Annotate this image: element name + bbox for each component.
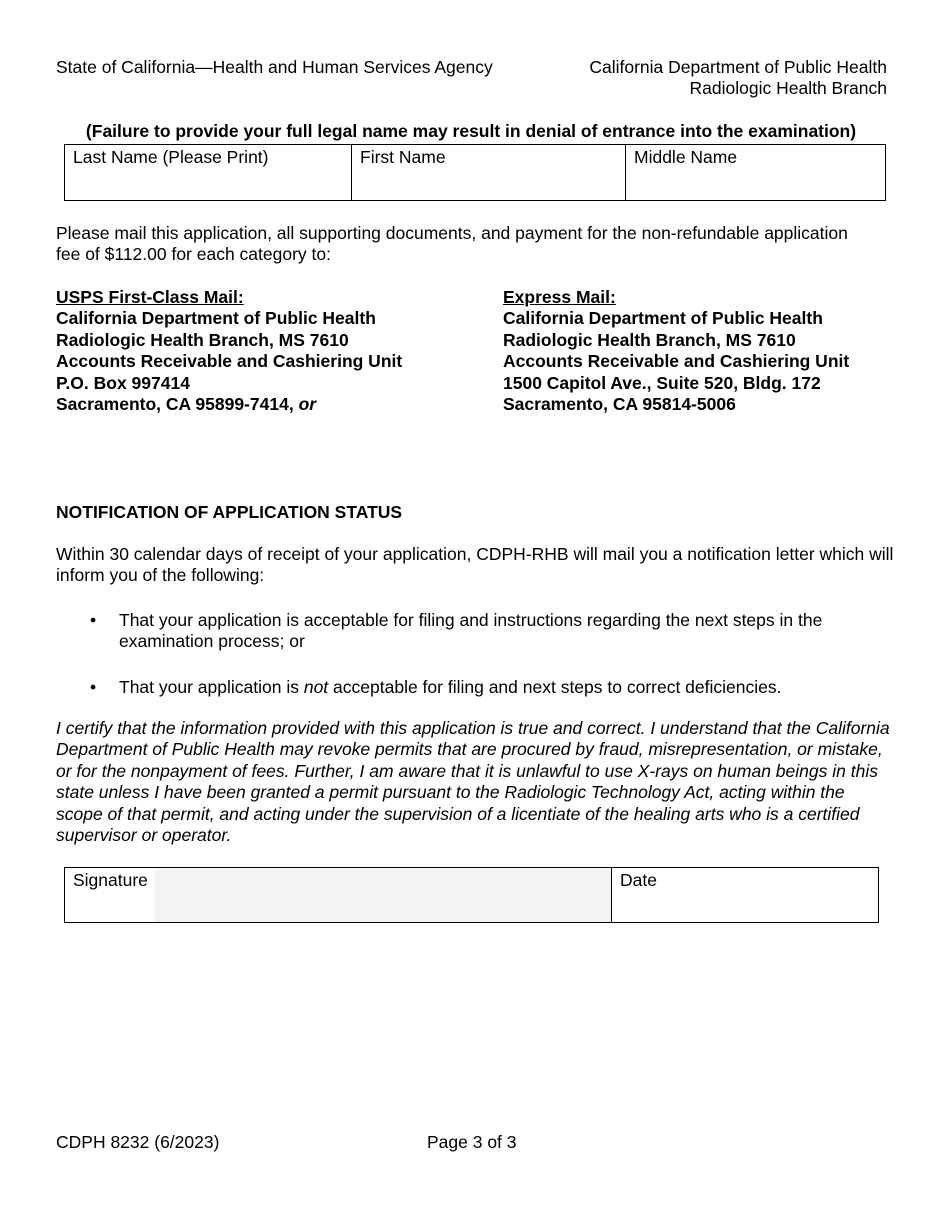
express-line: Radiologic Health Branch, MS 7610 — [503, 329, 796, 350]
bullet-text-pre: That your application is — [119, 676, 299, 697]
usps-line — [56, 394, 402, 415]
bullet-icon: • — [90, 610, 97, 630]
notification-list — [56, 610, 886, 698]
mail-instructions: Please mail this application, all supporting documents, and payment for the non-refundable application fee of $112.00 for each category to: — [56, 223, 848, 265]
signature-cell — [65, 868, 612, 923]
page-number: Page 3 of 3 — [427, 1132, 517, 1152]
usps-heading: USPS First-Class Mail: — [56, 287, 244, 307]
legal-name-warning: (Failure to provide your full legal name may result in denial of entrance into the examination) — [85, 121, 857, 141]
certification-statement: I certify that the information provided with this application is true and correct. I understand that the California Department of Public Health may revoke permits that are procured by fraud, misrepresentation, or mistake, or for the nonpayment of fees. Further, I am aware that it is unlawful to use X-rays on human beings in this state unless I have been granted a permit pursuant to the Radiologic Technology Act, acting within the scope of that permit, and acting under the supervision of a licentiate of the healing arts who is a certified supervisor or operator. — [56, 718, 890, 846]
express-address — [503, 287, 849, 415]
first-name-field[interactable] — [352, 145, 626, 201]
middle-name-label: Middle Name — [634, 147, 738, 167]
name-table — [64, 144, 886, 201]
signature-field[interactable] — [155, 869, 611, 922]
bullet-text: That your application is acceptable for filing and instructions regarding the next steps in the examination process; or — [119, 610, 823, 652]
bullet-icon: • — [90, 676, 97, 697]
bullet-text-post: acceptable for filing and next steps to correct deficiencies. — [333, 676, 782, 697]
first-name-label: First Name — [360, 147, 446, 167]
notification-title: NOTIFICATION OF APPLICATION STATUS — [56, 502, 403, 522]
express-line: Sacramento, CA 95814-5006 — [503, 394, 736, 415]
signature-table — [64, 867, 879, 923]
department-header — [589, 57, 887, 100]
list-item — [56, 610, 886, 653]
usps-line: California Department of Public Health — [56, 308, 376, 329]
usps-line: Accounts Receivable and Cashiering Unit — [56, 351, 403, 372]
usps-line: P.O. Box 997414 — [56, 372, 190, 393]
usps-city: Sacramento, CA 95899-7414, — [56, 394, 294, 415]
bullet-text-emphasis: not — [303, 676, 329, 697]
express-line: California Department of Public Health — [503, 308, 823, 329]
middle-name-field[interactable] — [626, 145, 886, 201]
express-line: Accounts Receivable and Cashiering Unit — [503, 351, 850, 372]
usps-address — [56, 287, 402, 415]
last-name-label: Last Name (Please Print) — [73, 147, 269, 167]
date-field[interactable] — [612, 868, 879, 923]
express-line: 1500 Capitol Ave., Suite 520, Bldg. 172 — [503, 372, 821, 393]
last-name-field[interactable] — [65, 145, 352, 201]
form-id: CDPH 8232 (6/2023) — [56, 1132, 220, 1152]
notification-intro: Within 30 calendar days of receipt of your application, CDPH-RHB will mail you a notification letter which will inform you of the following: — [56, 544, 894, 586]
signature-label: Signature — [73, 870, 148, 890]
date-label: Date — [620, 870, 657, 890]
agency-header: State of California—Health and Human Services Agency — [56, 57, 493, 77]
express-heading: Express Mail: — [503, 287, 616, 307]
list-item — [56, 677, 886, 698]
branch-name: Radiologic Health Branch — [689, 78, 887, 99]
usps-or: or — [298, 394, 317, 415]
usps-line: Radiologic Health Branch, MS 7610 — [56, 329, 349, 350]
department-name: California Department of Public Health — [589, 57, 887, 77]
